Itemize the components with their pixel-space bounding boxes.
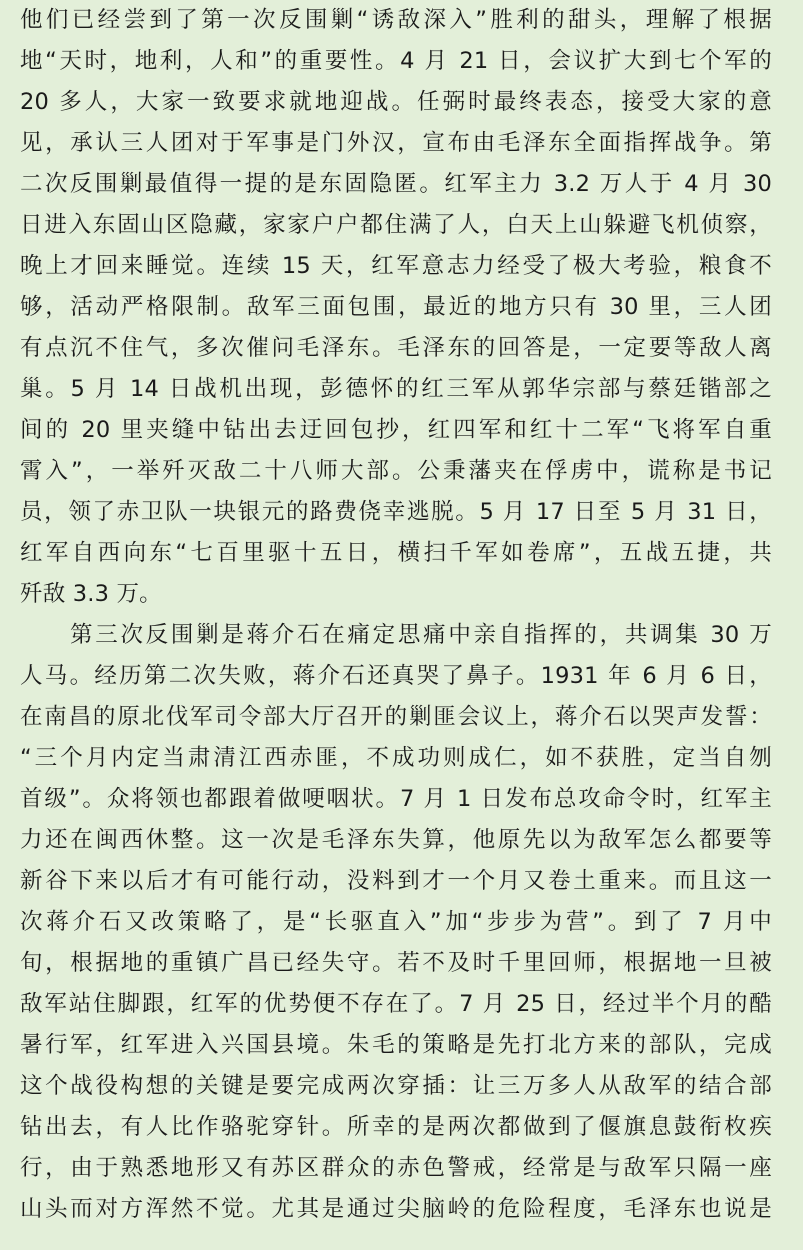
text-line: 员，领了赤卫队一块银元的路费侥幸逃脱。5 月 17 日至 5 月 31 日， <box>20 499 772 525</box>
text-line: 敌军站住脚跟，红军的优势便不存在了。7 月 25 日，经过半个月的酷 <box>20 991 772 1017</box>
text-line: “三个月内定当肃清江西赤匪，不成功则成仁，如不获胜，定当自刎 <box>20 745 772 771</box>
text-line: 有点沉不住气，多次催问毛泽东。毛泽东的回答是，一定要等敌人离 <box>20 335 772 361</box>
text-line: 人马。经历第二次失败，蒋介石还真哭了鼻子。1931 年 6 月 6 日， <box>20 663 772 689</box>
text-line: 晚上才回来睡觉。连续 15 天，红军意志力经受了极大考验，粮食不 <box>20 253 772 279</box>
text-line: 够，活动严格限制。敌军三面包围，最近的地方只有 30 里，三人团 <box>20 294 772 320</box>
text-line: 20 多人，大家一致要求就地迎战。任弼时最终表态，接受大家的意 <box>20 89 772 115</box>
paragraph-first-line: 第三次反围剿是蒋介石在痛定思痛中亲自指挥的，共调集 30 万 <box>70 622 772 648</box>
text-line: 在南昌的原北伐军司令部大厅召开的剿匪会议上，蒋介石以哭声发誓： <box>20 704 772 730</box>
text-line: 钻出去，有人比作骆驼穿针。所幸的是两次都做到了偃旗息鼓衔枚疾 <box>20 1114 772 1140</box>
text-line: 二次反围剿最值得一提的是东固隐匿。红军主力 3.2 万人于 4 月 30 <box>20 171 772 197</box>
text-line: 见，承认三人团对于军事是门外汉，宣布由毛泽东全面指挥战争。第 <box>20 130 772 156</box>
text-line: 力还在闽西休整。这一次是毛泽东失算，他原先以为敌军怎么都要等 <box>20 827 772 853</box>
text-line: 山头而对方浑然不觉。尤其是通过尖脑岭的危险程度，毛泽东也说是 <box>20 1196 772 1222</box>
text-line: 首级”。众将领也都跟着做哽咽状。7 月 1 日发布总攻命令时，红军主 <box>20 786 772 812</box>
paragraph-end-line: 歼敌 3.3 万。 <box>20 581 162 607</box>
text-line: 红军自西向东“七百里驱十五日，横扫千军如卷席”，五战五捷，共 <box>20 540 772 566</box>
text-line: 行，由于熟悉地形又有苏区群众的赤色警戒，经常是与敌军只隔一座 <box>20 1155 772 1181</box>
text-line: 新谷下来以后才有可能行动，没料到才一个月又卷土重来。而且这一 <box>20 868 772 894</box>
text-line: 霄入”，一举歼灭敌二十八师大部。公秉藩夹在俘虏中，谎称是书记 <box>20 458 772 484</box>
text-line: 间的 20 里夹缝中钻出去迂回包抄，红四军和红十二军“飞将军自重 <box>20 417 772 443</box>
text-line: 日进入东固山区隐藏，家家户户都住满了人，白天上山躲避飞机侦察， <box>20 212 772 238</box>
text-line: 暑行军，红军进入兴国县境。朱毛的策略是先打北方来的部队，完成 <box>20 1032 772 1058</box>
text-line: 巢。5 月 14 日战机出现，彭德怀的红三军从郭华宗部与蔡廷锴部之 <box>20 376 772 402</box>
text-line: 旬，根据地的重镇广昌已经失守。若不及时千里回师，根据地一旦被 <box>20 950 772 976</box>
text-line: 地“天时，地利，人和”的重要性。4 月 21 日，会议扩大到七个军的 <box>20 48 772 74</box>
text-line: 他们已经尝到了第一次反围剿“诱敌深入”胜利的甜头，理解了根据 <box>20 7 772 33</box>
text-line: 次蒋介石又改策略了，是“长驱直入”加“步步为营”。到了 7 月中 <box>20 909 772 935</box>
text-line: 这个战役构想的关键是要完成两次穿插：让三万多人从敌军的结合部 <box>20 1073 772 1099</box>
